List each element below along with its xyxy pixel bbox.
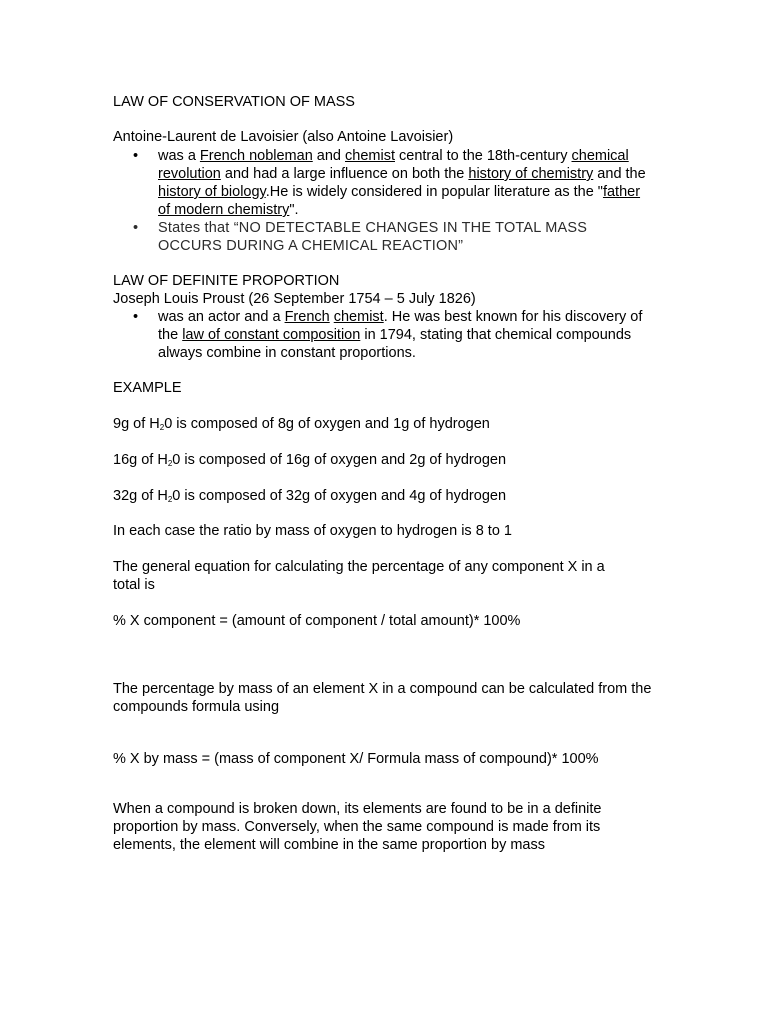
ratio-statement: In each case the ratio by mass of oxygen to hydrogen is 8 to 1 [113, 523, 512, 539]
subscript: 2 [167, 495, 173, 504]
bullet-icon: • [133, 309, 139, 325]
mass-percentage-formula: % X by mass = (mass of component X/ Formula mass of compound)* 100% [113, 751, 599, 767]
example-item-1 [113, 415, 653, 433]
text: in 1794, stating that chemical compounds always combine in constant proportions. [158, 327, 632, 361]
link-french[interactable]: French [284, 309, 330, 325]
bullet-icon: • [133, 148, 139, 164]
text: central to the 18th-century [394, 148, 572, 164]
text: and had a large influence on both the [220, 166, 469, 182]
text: was an actor and a [158, 309, 285, 325]
text: ". [289, 202, 299, 218]
lavoisier-bullet-law [113, 219, 653, 255]
link-chemical-revolution-a[interactable]: chemical [571, 148, 629, 164]
link-french-nobleman[interactable]: French nobleman [199, 148, 313, 164]
link-law-of-constant-composition[interactable]: law of constant composition [182, 327, 361, 343]
text: 32g of H [113, 488, 168, 504]
general-equation-formula: % X component = (amount of component / total amount)* 100% [113, 613, 521, 629]
example-item-3 [113, 487, 653, 505]
example-heading: EXAMPLE [113, 380, 182, 396]
text: 16g of H [113, 452, 168, 468]
proust-bullets [113, 308, 653, 362]
text: 0 is composed of 16g of oxygen and 2g of hydrogen [172, 452, 507, 468]
bullet-icon: • [133, 220, 139, 236]
link-father-of-modern-chemistry[interactable]: father of modern chemistry [158, 184, 641, 218]
conservation-heading: LAW OF CONSERVATION OF MASS [113, 94, 355, 110]
example-item-2 [113, 451, 653, 469]
law-statement-line2: OCCURS DURING A CHEMICAL REACTION” [158, 238, 464, 254]
link-chemist-proust[interactable]: chemist [333, 309, 384, 325]
lavoisier-bullet-bio [113, 147, 653, 219]
link-history-of-chemistry[interactable]: history of chemistry [468, 166, 594, 182]
lavoisier-bullets [113, 147, 653, 255]
text: .He is widely considered in popular literature as the " [265, 184, 603, 200]
text: and [312, 148, 346, 164]
link-history-of-biology[interactable]: history of biology [158, 184, 266, 200]
text: and the [593, 166, 646, 182]
proust-bullet-bio [113, 308, 653, 362]
text: 0 is composed of 32g of oxygen and 4g of hydrogen [172, 488, 507, 504]
text: was a [158, 148, 200, 164]
lavoisier-name: Antoine-Laurent de Lavoisier (also Antoine Lavoisier) [113, 129, 454, 145]
proust-name: Joseph Louis Proust (26 September 1754 – 5 July 1826) [113, 291, 476, 307]
link-chemist[interactable]: chemist [345, 148, 395, 164]
text: . He was best known for his discovery of the [158, 309, 643, 343]
general-equation-intro: The general equation for calculating the percentage of any component X in a total is [113, 559, 605, 593]
subscript: 2 [167, 459, 173, 468]
link-chemical-revolution-b[interactable]: revolution [158, 166, 221, 182]
definite-proportion-heading: LAW OF DEFINITE PROPORTION [113, 273, 340, 289]
subscript: 2 [159, 423, 165, 432]
conclusion-paragraph: When a compound is broken down, its elements are found to be in a definite proportion by mass. Conversely, when the same compound is made from its elements, the element will combine in the same proportion by mass [113, 801, 602, 853]
mass-percentage-intro: The percentage by mass of an element X in a compound can be calculated from the compounds formula using [113, 681, 652, 715]
law-statement-line1: States that “NO DETECTABLE CHANGES IN THE TOTAL MASS [158, 220, 588, 236]
text: 9g of H [113, 416, 160, 432]
text: 0 is composed of 8g of oxygen and 1g of hydrogen [164, 416, 490, 432]
